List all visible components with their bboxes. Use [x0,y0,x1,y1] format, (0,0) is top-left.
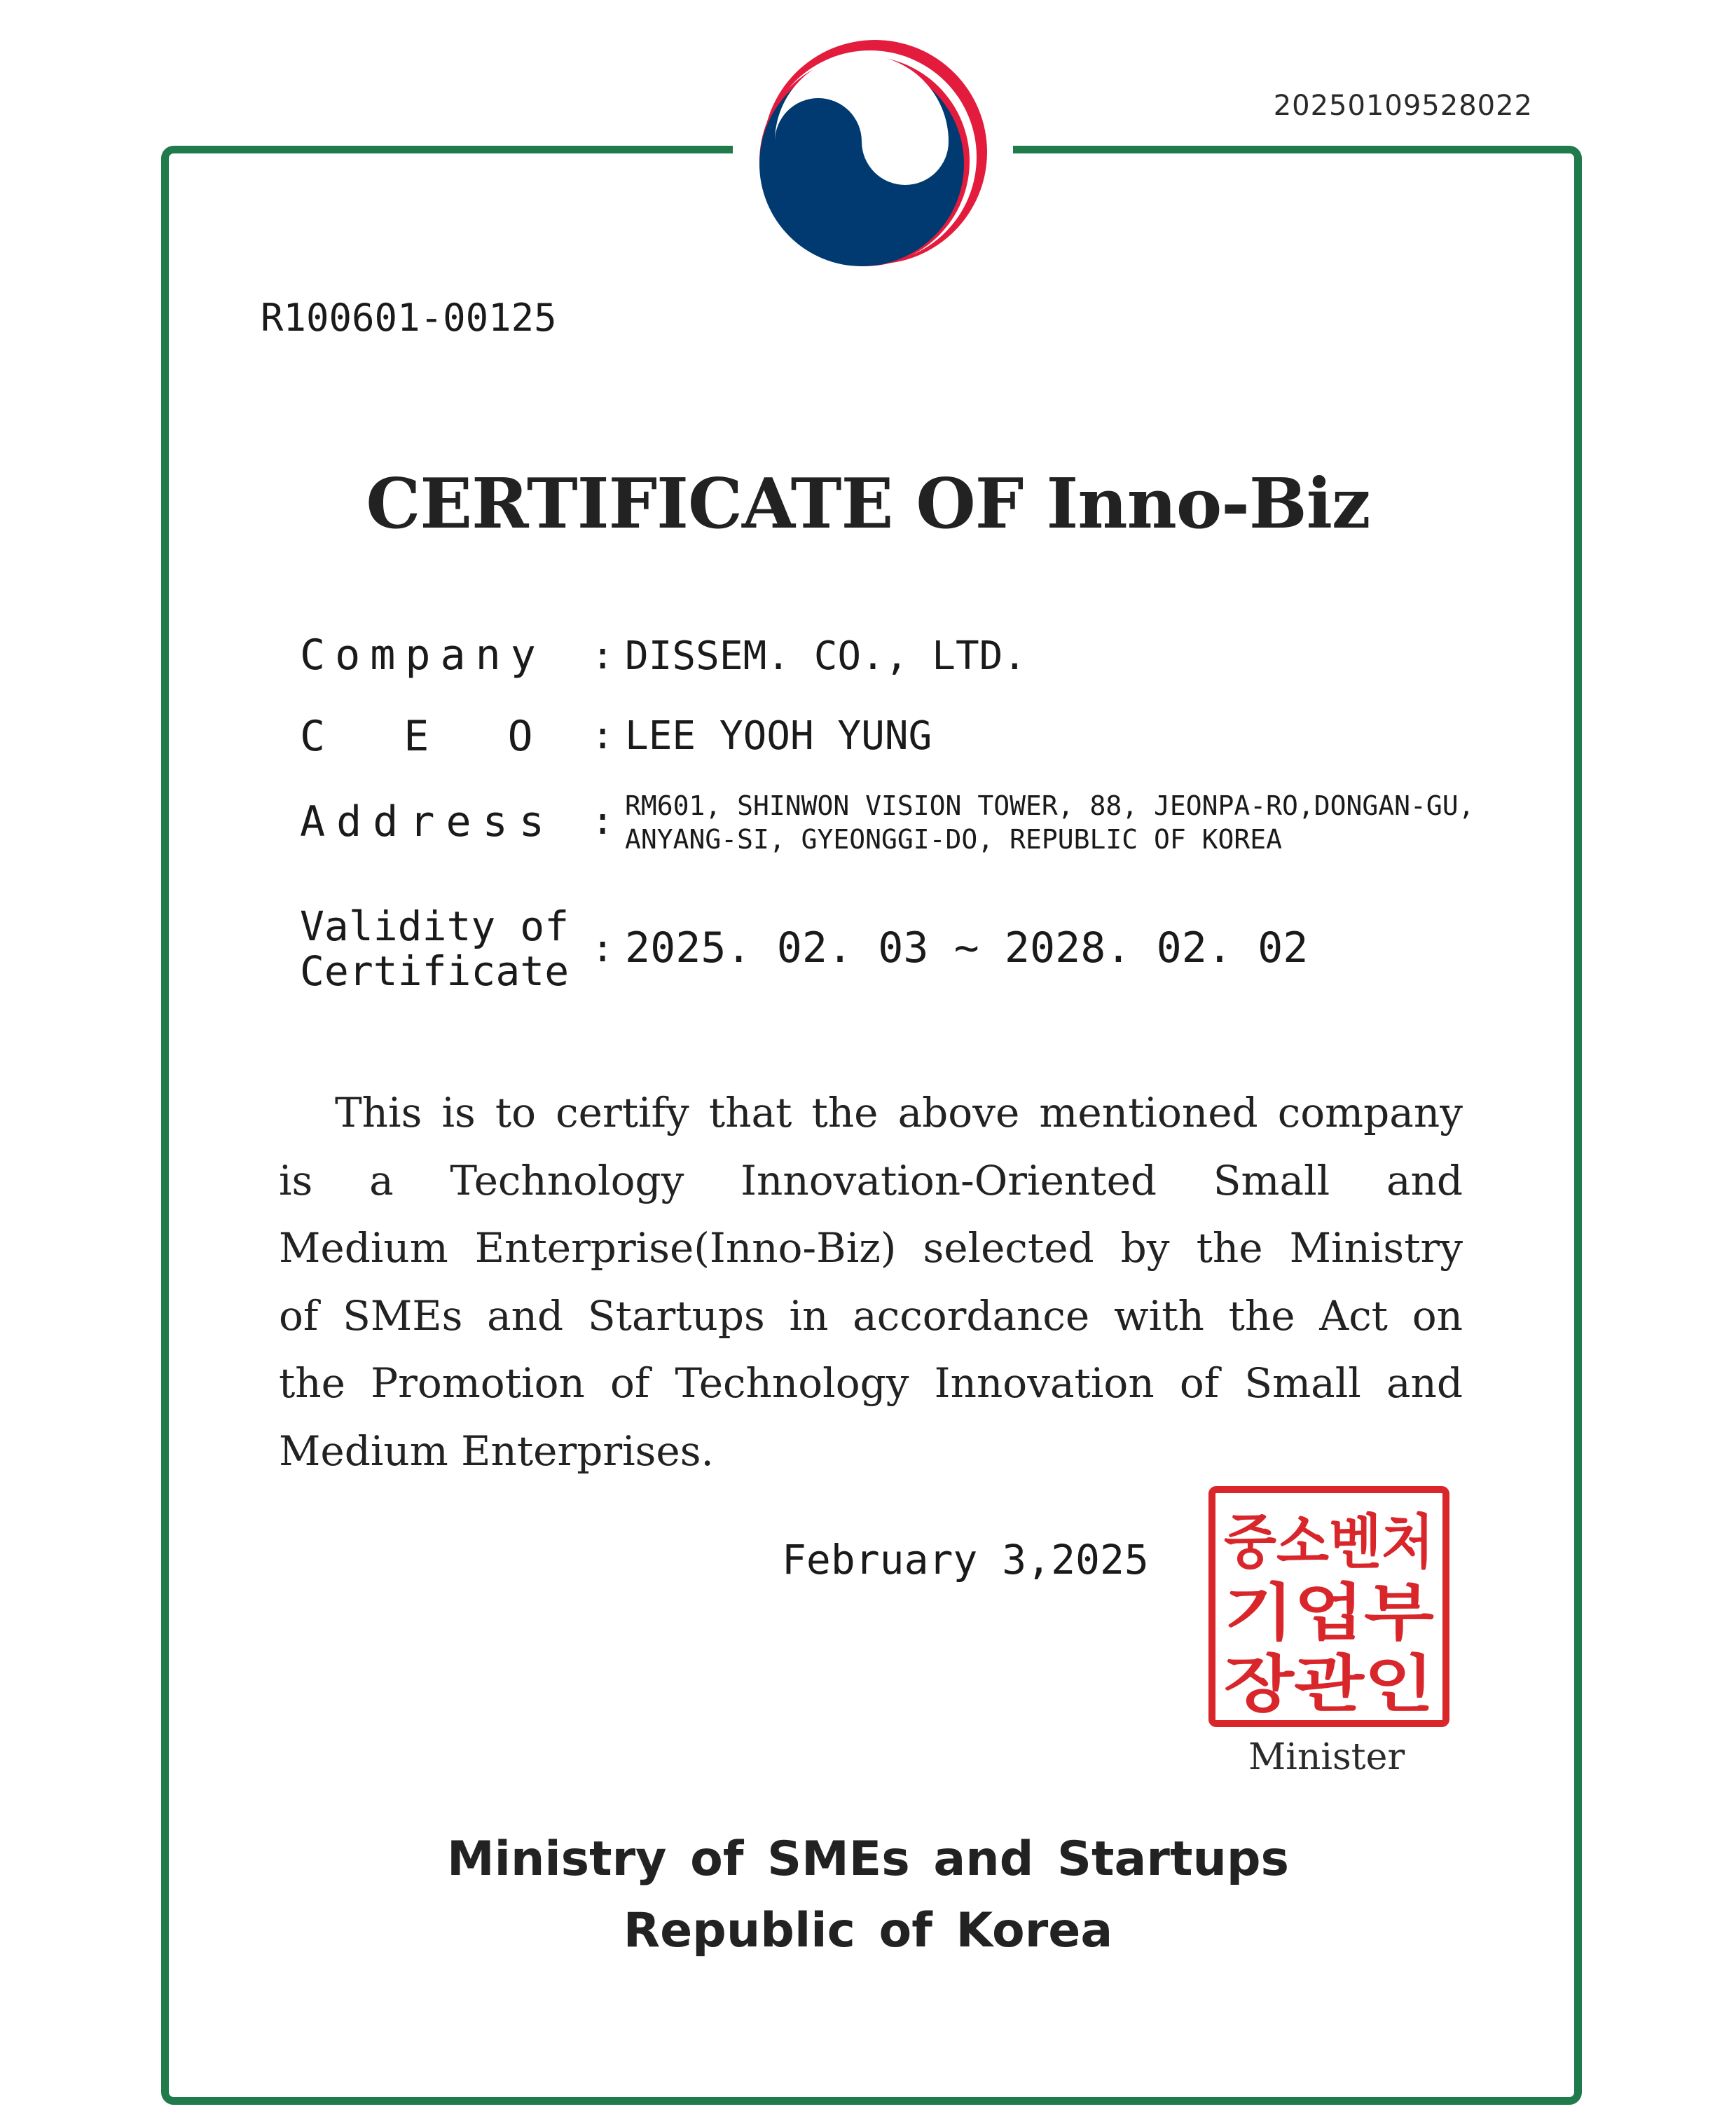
signatory-title: Minister [1248,1736,1405,1778]
svg-text:중소벤처: 중소벤처 [1224,1508,1434,1576]
statement-line: Medium Enterprises. [279,1427,714,1475]
certification-statement [279,1079,1463,1485]
address-line-1: RM601, SHINWON VISION TOWER, 88, JEONPA-RO,DONGAN-GU, [625,790,1475,821]
korea-government-emblem-icon [759,36,991,268]
issuer-ministry: Ministry of SMEs and Startups [446,1832,1290,1887]
ministry-seal-stamp [1206,1484,1452,1729]
address-colon: : [591,799,614,843]
statement-line: This is to certify that the above mentioned company [335,1089,1463,1136]
svg-text:기업부: 기업부 [1224,1576,1434,1649]
ceo-label: C E O [300,712,533,761]
statement-line: the Promotion of Technology Innovation of Small and [279,1359,1463,1407]
address-line-2: ANYANG-SI, GYEONGGI-DO, REPUBLIC OF KOREA [625,824,1282,855]
validity-label-line-1: Validity of [300,902,570,950]
validity-colon: : [591,926,614,970]
certificate-number: R100601-00125 [261,296,557,340]
ceo-colon: : [591,713,614,757]
validity-value: 2025. 02. 03 ~ 2028. 02. 02 [625,923,1309,973]
certificate-title: CERTIFICATE OF Inno-Biz [366,464,1370,544]
serial-number: 20250109528022 [1273,90,1533,122]
statement-line: Medium Enterprise(Inno-Biz) selected by the Ministry [279,1224,1463,1272]
svg-text:장관인: 장관인 [1224,1648,1434,1720]
issue-date: February 3,2025 [782,1536,1149,1583]
statement-line: of SMEs and Startups in accordance with the Act on [279,1291,1463,1340]
statement-line: is a Technology Innovation-Oriented Small and [279,1156,1463,1204]
company-label: Company [300,631,546,680]
issuer-country: Republic of Korea [623,1903,1113,1958]
ceo-value: LEE YOOH YUNG [625,713,932,759]
address-label: Address [300,797,556,846]
company-value: DISSEM. CO., LTD. [625,633,1027,679]
validity-label-line-2: Certificate [300,947,570,995]
company-colon: : [591,633,614,678]
